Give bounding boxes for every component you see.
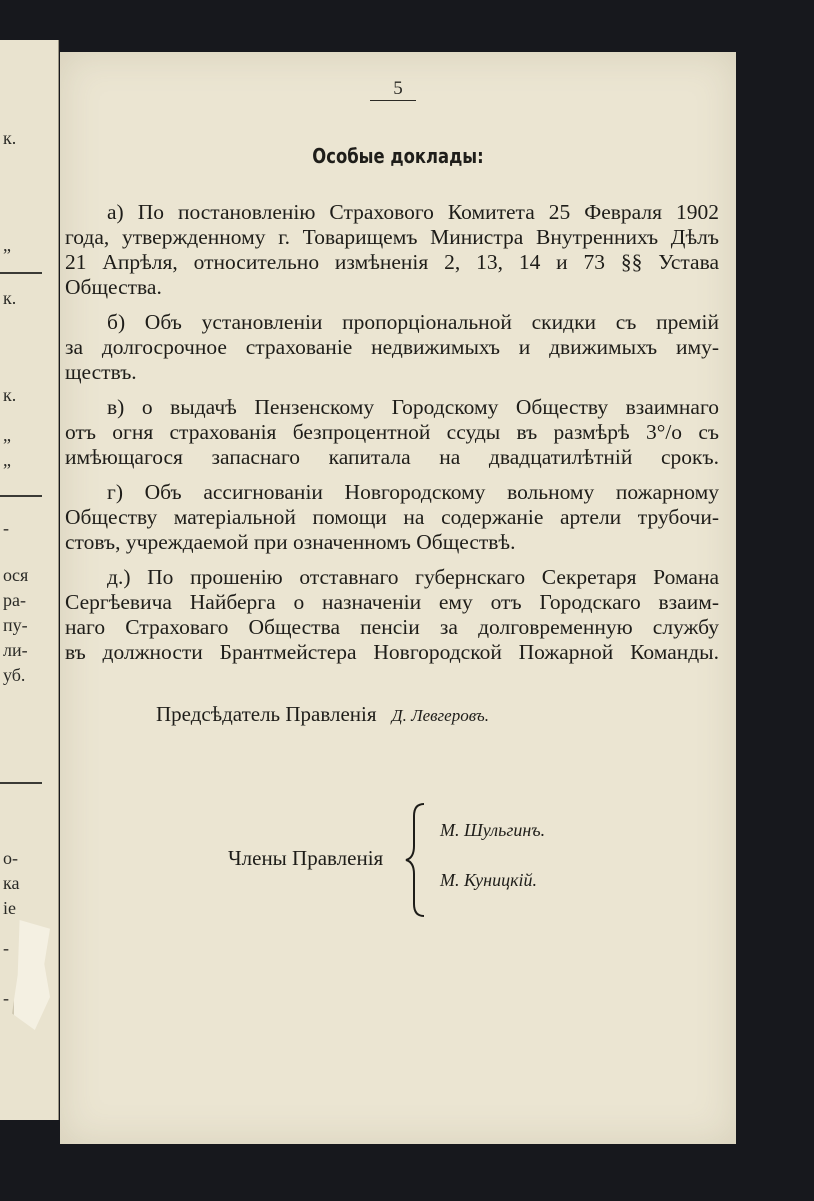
paragraph-c: [65, 395, 719, 470]
paragraph-line: Сергѣевича Найберга о назначеніи ему отъ Городскаго взаим-: [65, 590, 719, 614]
left-fragment: ie: [3, 898, 16, 918]
member-signature: М. Куницкій.: [440, 870, 538, 890]
document-page: [60, 52, 736, 1144]
left-fragment: к.: [3, 128, 17, 148]
paragraph-line: Общества.: [65, 275, 162, 299]
left-fragment: оcя: [3, 565, 29, 585]
left-fragment: уб.: [3, 665, 26, 685]
paragraph-d: [65, 480, 719, 555]
left-fragment: о-: [3, 848, 18, 868]
paragraph-line: 21 Апрѣля, относительно измѣненія 2, 13, 14 и 73 §§ Устава: [65, 250, 719, 274]
paragraph-line: Обществу матеріальной помощи на содержаніе артели трубочи-: [65, 505, 719, 529]
left-fragment: к.: [3, 288, 17, 308]
left-fragment: -: [3, 518, 9, 538]
paragraph-a: [65, 200, 719, 300]
chairman-line: [156, 702, 489, 727]
left-fragment: ”: [3, 435, 11, 455]
paragraph-line: стовъ, учреждаемой при означенномъ Обществѣ.: [65, 530, 516, 554]
member-signature: М. Шульгинъ.: [440, 820, 546, 840]
paragraph-line: г) Объ ассигнованіи Новгородскому вольному пожарному: [107, 480, 719, 504]
chairman-signature: Д. Левгеровъ.: [391, 706, 489, 725]
paragraph-line: б) Объ установленіи пропорціональной скидки съ премій: [107, 310, 719, 334]
left-fragment: к.: [3, 385, 17, 405]
left-fragment: ”: [3, 245, 11, 265]
paragraph-line: наго Страховаго Общества пенсіи за долговременную службу: [65, 615, 719, 639]
paragraph-line: а) По постановленію Страхового Комитета 25 Февраля 1902: [107, 200, 719, 224]
paragraph-line: отъ огня страхованія безпроцентной ссуды въ размѣрѣ 3°/о съ: [65, 420, 719, 444]
left-fragment: пу-: [3, 615, 28, 635]
paragraph-line: имѣющагося запаснаго капитала на двадцатилѣтній срокъ.: [65, 445, 719, 469]
paragraph-b: [65, 310, 719, 385]
left-fragment: -: [3, 938, 9, 958]
left-fragment: ра-: [3, 590, 26, 610]
left-page-edge: [0, 40, 59, 1120]
page-number: 5: [393, 78, 403, 99]
curly-brace-icon: [404, 802, 428, 918]
left-rule: [0, 495, 42, 497]
paragraph-e: [65, 565, 719, 665]
left-rule: [0, 272, 42, 274]
chairman-label: Предсѣдатель Правленія: [156, 702, 377, 726]
left-fragment: ка: [3, 873, 20, 893]
paragraph-line: въ должности Брантмейстера Новгородской Пожарной Команды.: [65, 640, 719, 664]
left-fragment: -: [3, 988, 9, 1008]
paragraph-line: в) о выдачѣ Пензенскому Городскому Обществу взаимнаго: [107, 395, 719, 419]
left-rule: [0, 782, 42, 784]
paragraph-line: года, утвержденному г. Товарищемъ Министра Внутреннихъ Дѣлъ: [65, 225, 719, 249]
paragraph-line: за долгосрочное страхованіе недвижимыхъ и движимыхъ иму-: [65, 335, 719, 359]
left-fragment: ли-: [3, 640, 28, 660]
members-label: Члены Правленія: [228, 846, 384, 870]
paragraph-line: ществъ.: [65, 360, 137, 384]
section-heading: Особые доклады:: [312, 144, 484, 168]
left-fragment: ”: [3, 460, 11, 480]
page-number-rule: [370, 100, 416, 101]
paragraph-line: д.) По прошенію отставнаго губернскаго Секретаря Романа: [107, 565, 719, 589]
paper-tear: [12, 920, 50, 1030]
